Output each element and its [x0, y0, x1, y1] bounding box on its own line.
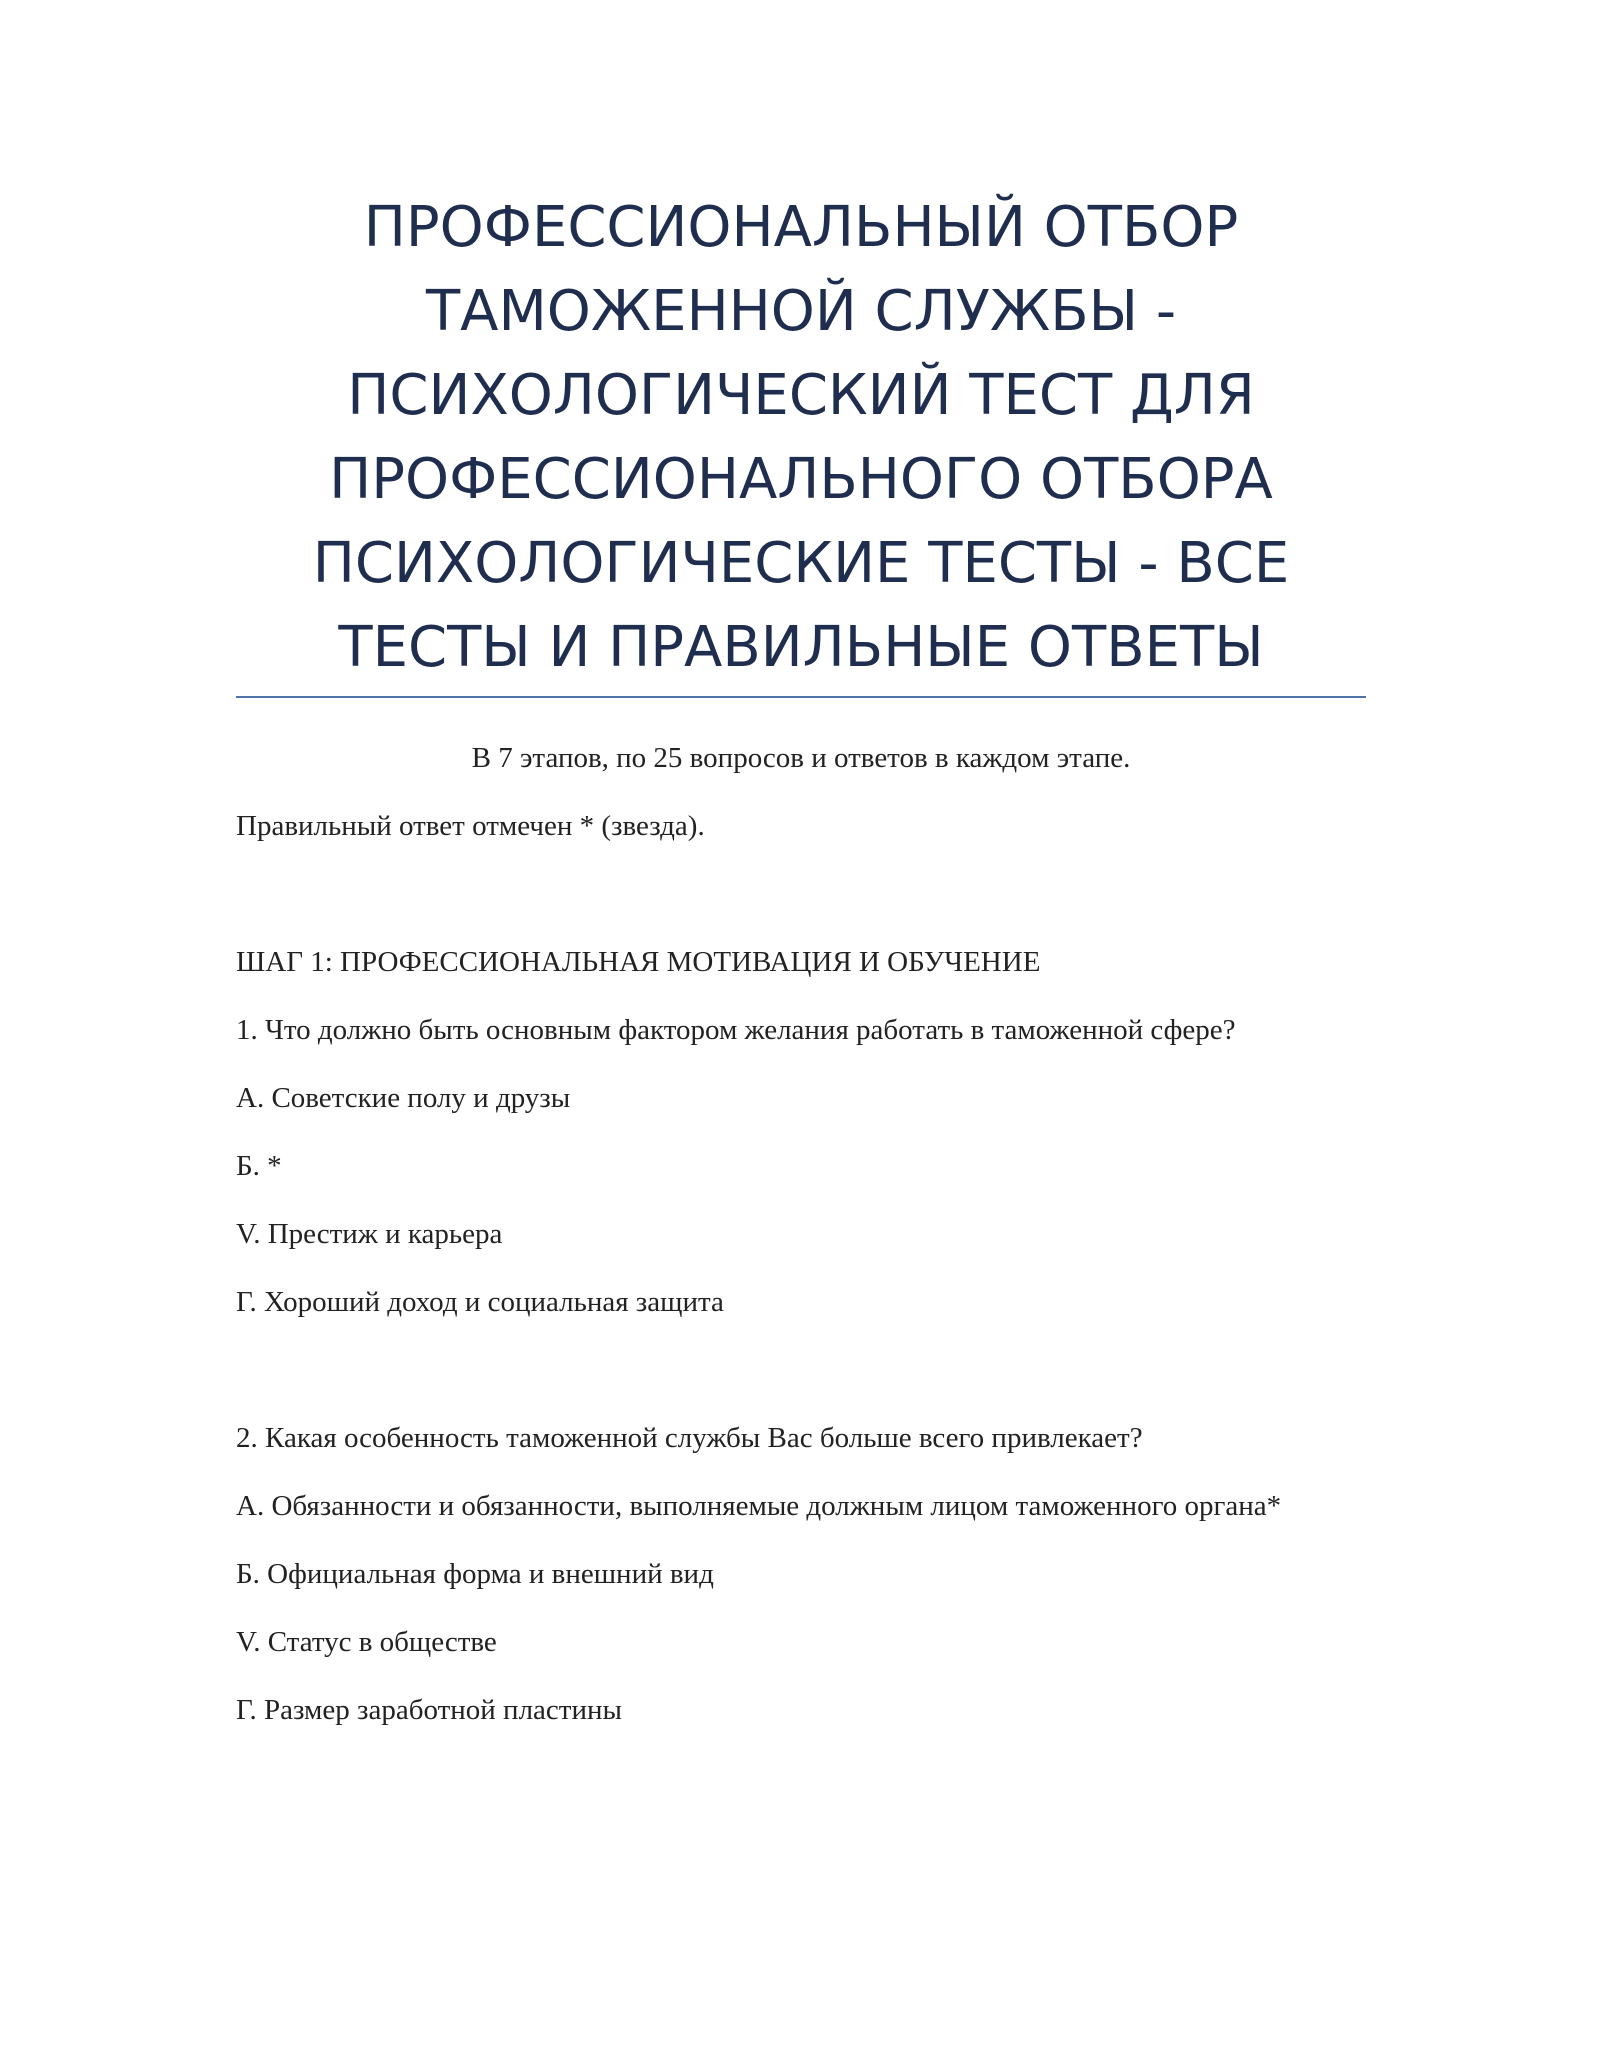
answer-option: Г. Размер заработной пластины [236, 1694, 622, 1726]
answer-option: А. Советские полу и друзы [236, 1082, 571, 1114]
title-divider [236, 696, 1366, 698]
intro-legend: Правильный ответ отмечен * (звезда). [236, 810, 705, 842]
step-heading: ШАГ 1: ПРОФЕССИОНАЛЬНАЯ МОТИВАЦИЯ И ОБУЧЕНИЕ [236, 946, 1041, 978]
answer-option: V. Престиж и карьера [236, 1218, 503, 1250]
answer-option: Б. Официальная форма и внешний вид [236, 1558, 714, 1590]
title-line: ПРОФЕССИОНАЛЬНОГО ОТБОРА [329, 447, 1273, 512]
intro-stages: В 7 этапов, по 25 вопросов и ответов в каждом этапе. [471, 742, 1131, 774]
document-body [236, 738, 1366, 1758]
question-text: 1. Что должно быть основным фактором желания работать в таможенной сфере? [236, 1014, 1236, 1046]
answer-option: Г. Хороший доход и социальная защита [236, 1286, 724, 1318]
question-text: 2. Какая особенность таможенной службы Вас больше всего привлекает? [236, 1422, 1143, 1454]
answer-option: Б. * [236, 1150, 282, 1182]
title-line: ПСИХОЛОГИЧЕСКИЕ ТЕСТЫ - ВСЕ [312, 531, 1290, 596]
title-line: ПСИХОЛОГИЧЕСКИЙ ТЕСТ ДЛЯ [347, 363, 1255, 428]
title-line: ТЕСТЫ И ПРАВИЛЬНЫЕ ОТВЕТЫ [338, 615, 1264, 680]
answer-option: V. Статус в обществе [236, 1626, 497, 1658]
title-line: ПРОФЕССИОНАЛЬНЫЙ ОТБОР [363, 195, 1239, 260]
document-title [236, 186, 1366, 690]
title-line: ТАМОЖЕННОЙ СЛУЖБЫ - [425, 279, 1177, 344]
answer-option: А. Обязанности и обязанности, выполняемые должным лицом таможенного органа* [236, 1490, 1282, 1522]
